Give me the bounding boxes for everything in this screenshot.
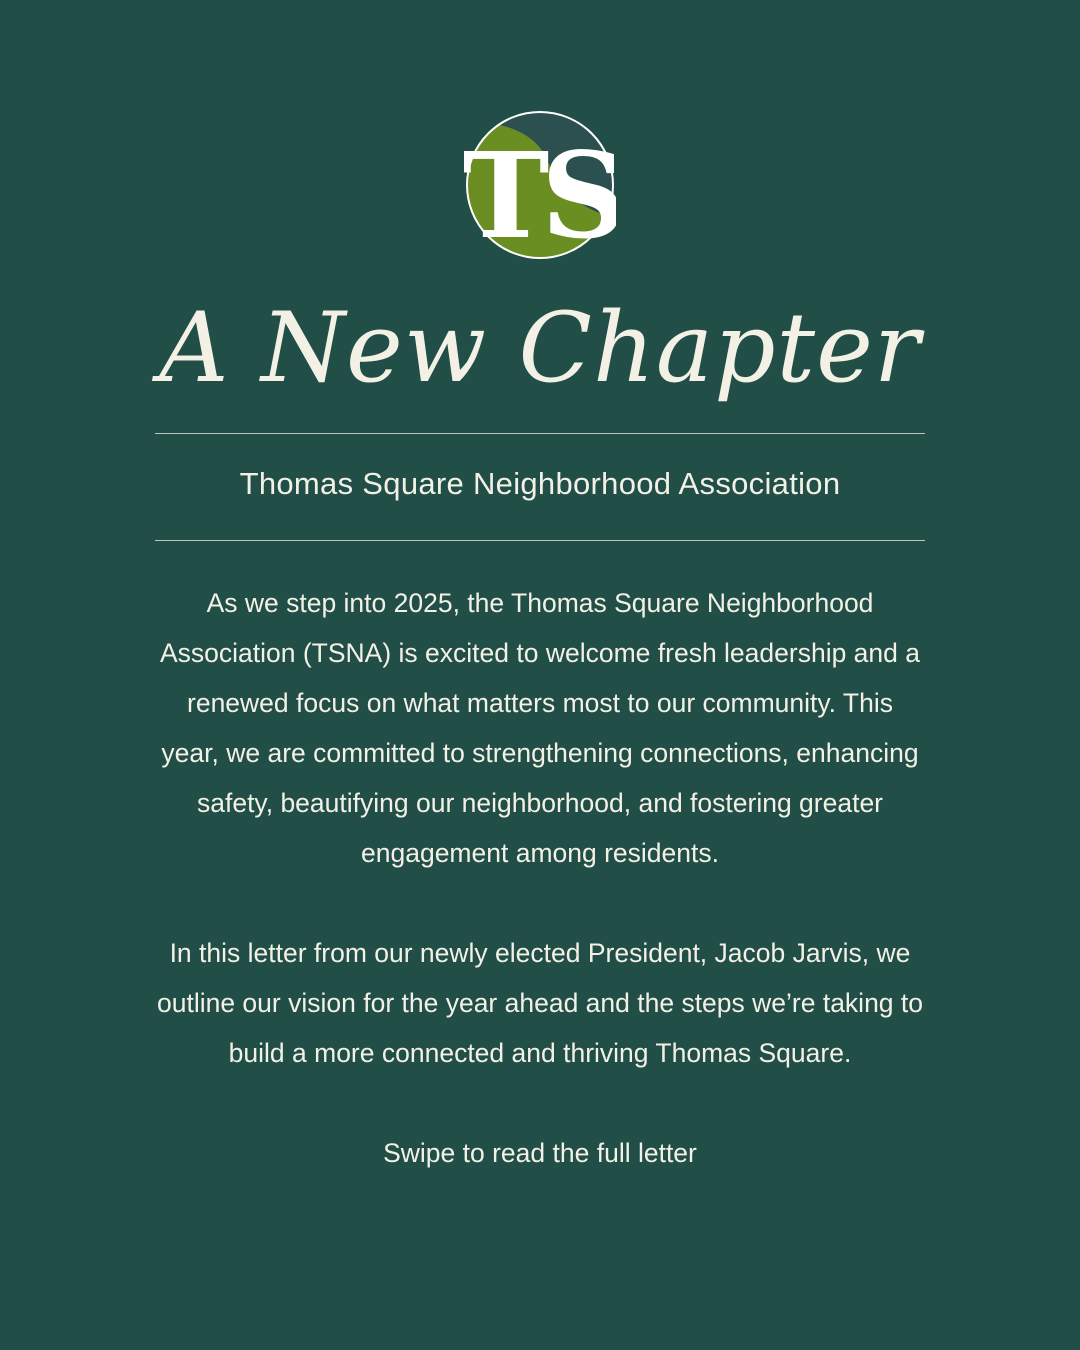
divider-bottom [155, 540, 925, 541]
president-paragraph: In this letter from our newly elected President, Jacob Jarvis, we outline our vision for the year ahead and the steps we’re taking to build a more connected and thriving Thomas Square. [156, 938, 924, 1068]
intro-paragraph: As we step into 2025, the Thomas Square Neighborhood Association (TSNA) is excited to welcome fresh leadership and a renewed focus on what matters most to our community. This year, we are committed to strengthening connections, enhancing safety, beautifying our neighborhood, and fostering greater engagement among residents. [159, 588, 920, 868]
tsna-logo [464, 109, 616, 261]
page-title: A New Chapter [159, 292, 921, 404]
svg-text:TS: TS [464, 126, 616, 261]
letter-intro [155, 578, 925, 1228]
divider-top [155, 433, 925, 434]
organization-name: Thomas Square Neighborhood Association [239, 466, 841, 501]
swipe-cta: Swipe to read the full letter [383, 1138, 697, 1168]
